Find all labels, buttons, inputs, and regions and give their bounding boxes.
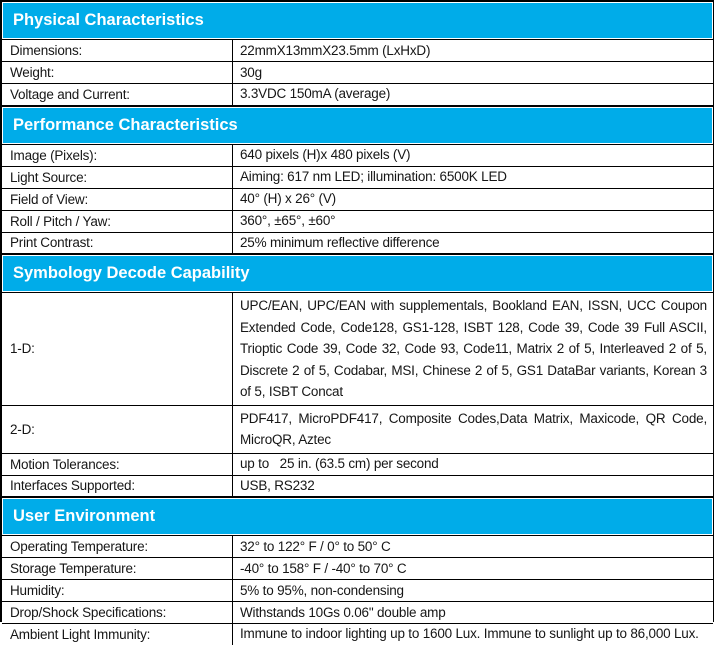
spec-label: Ambient Light Immunity: [2,624,233,645]
spec-value: UPC/EAN, UPC/EAN with supplementals, Bookland EAN, ISSN, UCC Coupon Extended Code, Code128, GS1-128, ISBT 128, Code 39, Code 39 Full ASCII, Trioptic Code 39, Code 32, Code 93, Code11, Matrix 2 of 5, Interleaved 2 of 5, Discrete 2 of 5, Codabar, MSI, Chinese 2 of 5, GS1 DataBar variants, Korean 3 of 5, ISBT Concat [240,298,707,399]
spec-value: USB, RS232 [240,477,315,493]
spec-label: Weight: [2,62,233,83]
section-physical-characteristics [2,2,713,105]
spec-row-drop-shock-specifications [2,602,713,624]
spec-label: Light Source: [2,167,233,188]
spec-label: Roll / Pitch / Yaw: [2,211,233,232]
section-header-symbology-decode-capability [2,253,713,293]
section-header-bar [3,108,712,143]
spec-value: 640 pixels (H)x 480 pixels (V) [240,147,411,162]
spec-row-motion-tolerances [2,454,713,476]
spec-row-field-of-view [2,189,713,211]
spec-row-interfaces-supported [2,476,713,497]
spec-value: 25% minimum reflective difference [240,234,440,250]
section-symbology-decode-capability [2,253,713,496]
spec-label: Print Contrast: [2,233,233,254]
section-header-bar [3,3,712,38]
spec-label: Field of View: [2,189,233,210]
spec-label: Image (Pixels): [2,145,233,166]
spec-row-weight [2,62,713,84]
section-title: Symbology Decode Capability [13,264,250,282]
spec-value: 30g [240,64,262,80]
spec-row-1d-symbologies [2,293,713,406]
spec-value: PDF417, MicroPDF417, Composite Codes,Data Matrix, Maxicode, QR Code, MicroQR, Aztec [240,410,707,447]
spec-row-image-pixels [2,145,713,167]
section-performance-characteristics [2,105,713,254]
section-header-bar [3,499,712,534]
spec-label: Voltage and Current: [2,84,233,105]
spec-row-humidity [2,580,713,602]
section-title: Performance Characteristics [13,115,238,134]
spec-label: Dimensions: [2,40,233,61]
spec-row-ambient-light-immunity [2,624,713,645]
spec-label: Operating Temperature: [2,536,233,557]
spec-row-print-contrast [2,233,713,254]
spec-row-roll-pitch-yaw [2,211,713,233]
spec-value: 5% to 95%, non-condensing [240,582,404,598]
spec-value: 3.3VDC 150mA (average) [240,86,391,102]
spec-label: Motion Tolerances: [2,454,233,475]
section-header-physical-characteristics [2,2,713,40]
section-header-bar [3,256,712,291]
spec-row-2d-symbologies [2,406,713,454]
spec-value: 40° (H) x 26° (V) [240,191,336,206]
spec-value: Aiming: 617 nm LED; illumination: 6500K LED [240,169,507,184]
spec-value: up to 25 in. (63.5 cm) per second [240,456,439,471]
spec-value: 360°, ±65°, ±60° [240,213,336,228]
section-title: Physical Characteristics [13,11,204,29]
spec-row-light-source [2,167,713,189]
spec-row-operating-temperature [2,536,713,558]
spec-row-storage-temperature [2,558,713,580]
spec-value: Immune to indoor lighting up to 1600 Lux. Immune to sunlight up to 86,000 Lux. [240,626,699,642]
spec-label: Interfaces Supported: [2,476,233,497]
spec-label: Drop/Shock Specifications: [2,602,233,623]
section-header-performance-characteristics [2,105,713,145]
spec-value: 22mmX13mmX23.5mm (LxHxD) [240,42,431,58]
spec-value: 32° to 122° F / 0° to 50° C [240,538,391,554]
spec-label: 1-D: [2,293,233,405]
spec-row-voltage-current [2,84,713,105]
section-header-user-environment [2,496,713,536]
spec-row-dimensions [2,40,713,62]
spec-value: Withstands 10Gs 0.06" double amp [240,604,446,620]
spec-value: -40° to 158° F / -40° to 70° C [240,560,407,576]
spec-label: Humidity: [2,580,233,601]
section-user-environment [2,496,713,645]
spec-label: 2-D: [2,406,233,453]
spec-label: Storage Temperature: [2,558,233,579]
section-title: User Environment [13,507,156,525]
